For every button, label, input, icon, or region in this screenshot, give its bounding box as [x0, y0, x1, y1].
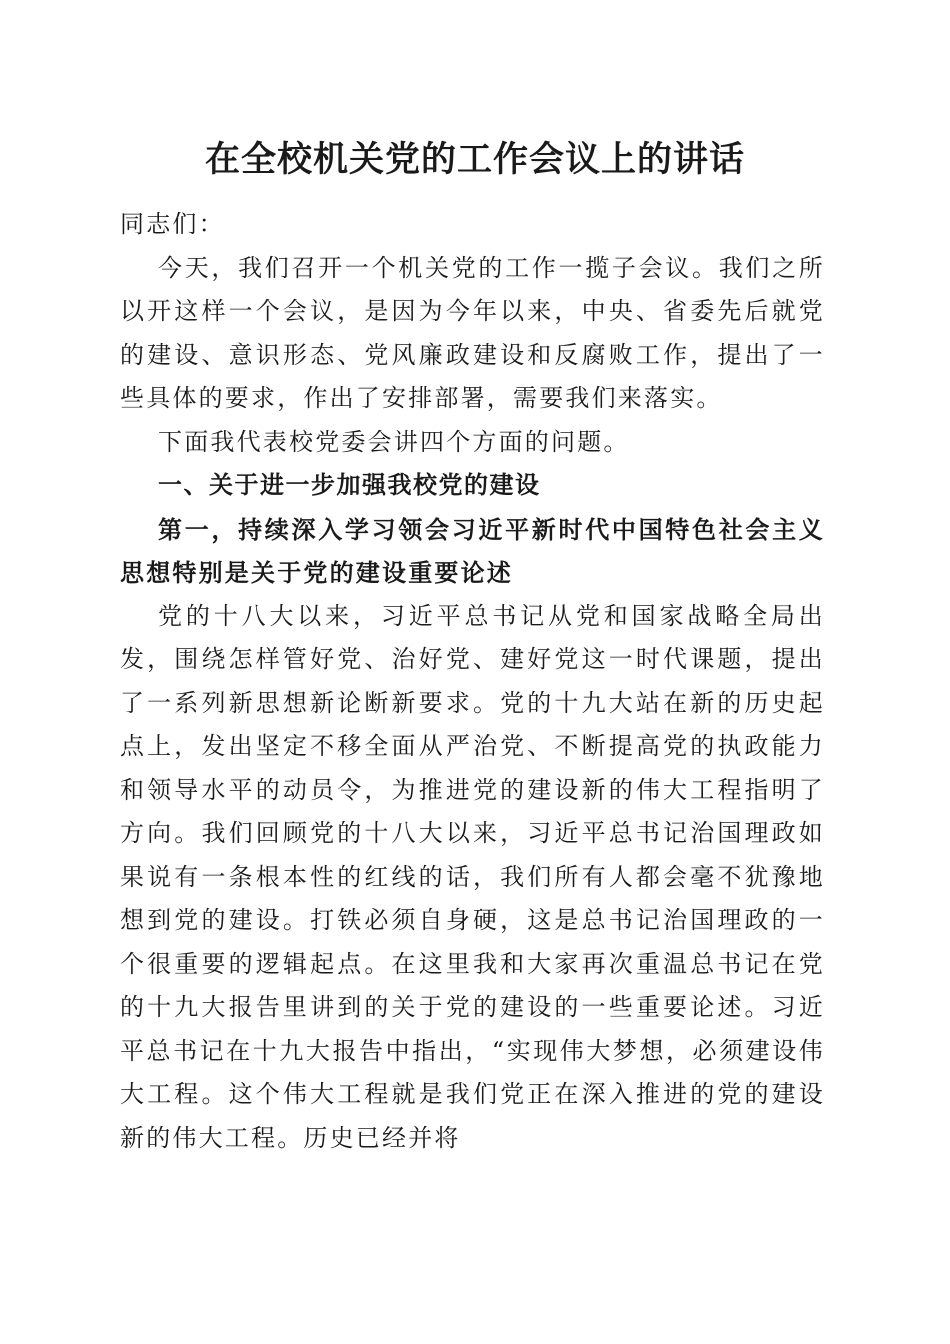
salutation: 同志们：: [120, 210, 225, 238]
paragraph-intro: 今天，我们召开一个机关党的工作一揽子会议。我们之所以开这样一个会议，是因为今年以来，中央、省委先后就党的建设、意识形态、党风廉政建设和反腐败工作，提出了一些具体的要求，作出了安排部署，需要我们来落实。: [120, 253, 825, 412]
document-title: 在全校机关党的工作会议上的讲话: [204, 139, 745, 180]
paragraph-body: 党的十八大以来，习近平总书记从党和国家战略全局出发，围绕怎样管好党、治好党、建好党这一时代课题，提出了一系列新思想新论断新要求。党的十九大站在新的历史起点上，发出坚定不移全面从严治党、不断提高党的执政能力和领导水平的动员令，为推进党的建设新的伟大工程指明了方向。我们回顾党的十八大以来，习近平总书记治国理政如果说有一条根本性的红线的话，我们所有人都会毫不犹豫地想到党的建设。打铁必须自身硬，这是总书记治国理政的一个很重要的逻辑起点。在这里我和大家再次重温总书记在党的十九大报告里讲到的关于党的建设的一些重要论述。习近平总书记在十九大报告中指出，“实现伟大梦想，必须建设伟大工程。这个伟大工程就是我们党正在深入推进的党的建设新的伟大工程。历史已经并将: [120, 601, 825, 1152]
paragraph-outline: 下面我代表校党委会讲四个方面的问题。: [158, 427, 630, 456]
section-heading: 一、关于进一步加强我校党的建设: [158, 471, 541, 499]
subsection-heading: 第一，持续深入学习领会习近平新时代中国特色社会主义思想特别是关于党的建设重要论述: [120, 514, 825, 587]
document-body: [120, 203, 825, 1160]
